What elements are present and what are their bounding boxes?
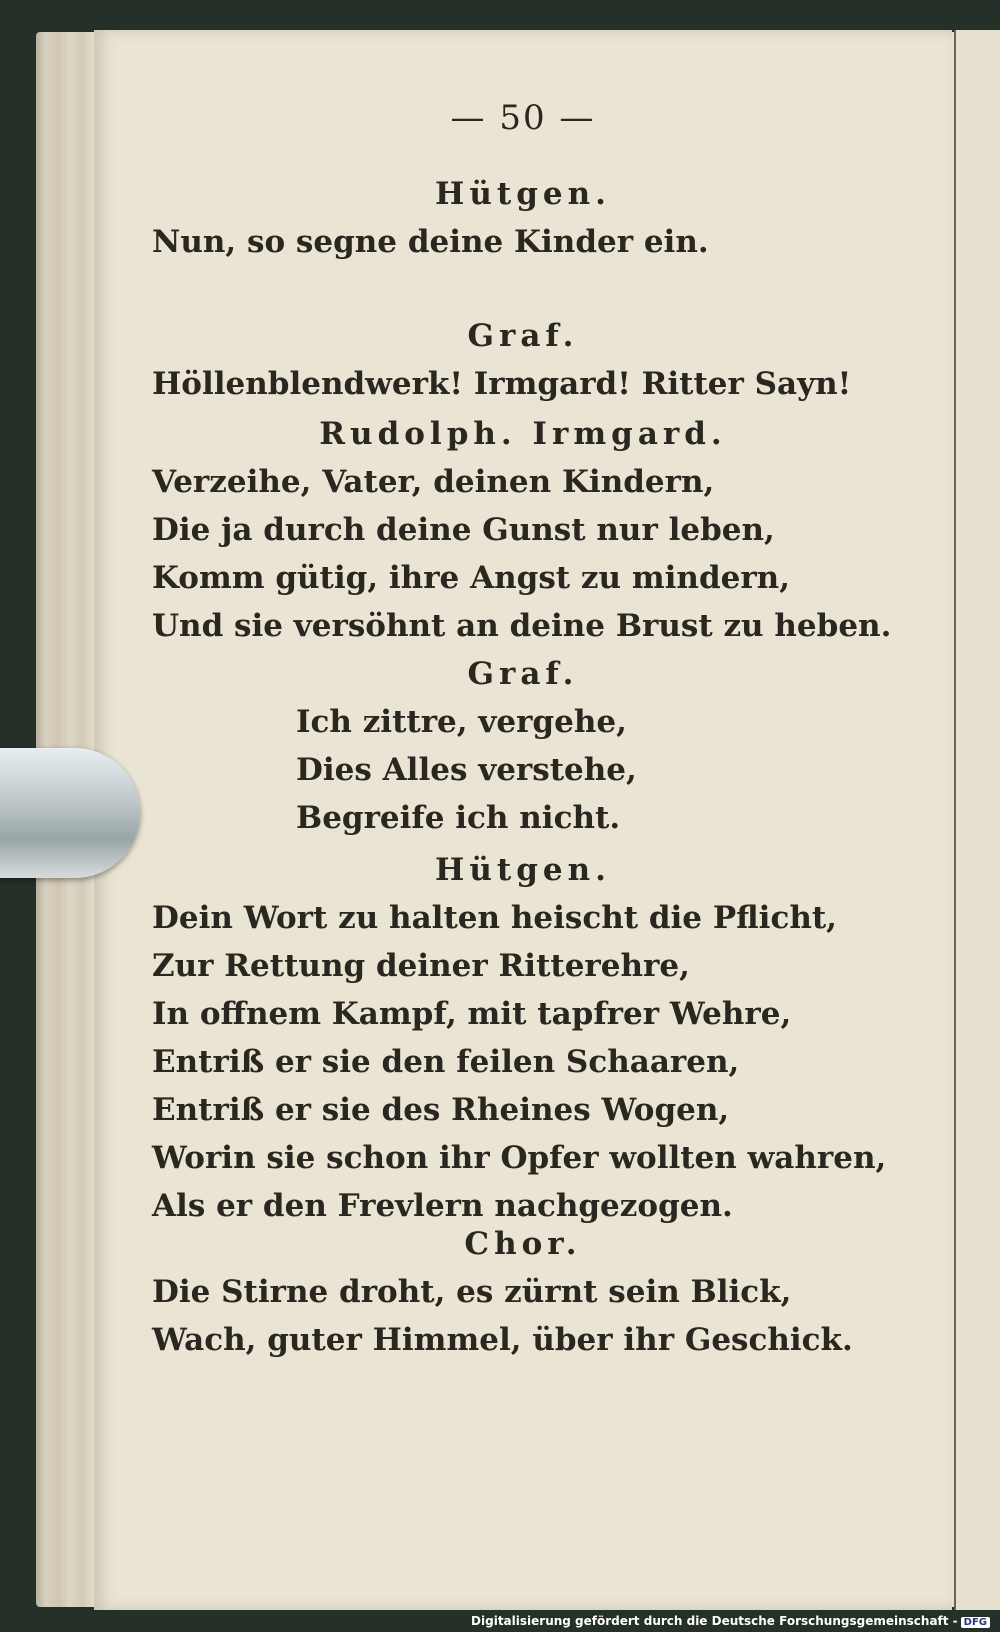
speech-block-2 (94, 312, 952, 408)
verse-line: Und sie versöhnt an deine Brust zu heben. (152, 608, 892, 644)
verse-line: Nun, so segne deine Kinder ein. (152, 224, 709, 260)
verse-line: Entriß er sie den feilen Schaaren, (152, 1044, 740, 1080)
page-clip (0, 748, 140, 878)
verse-line: Entriß er sie des Rheines Wogen, (152, 1092, 730, 1128)
verse-line: Als er den Frevlern nachgezogen. (152, 1188, 733, 1224)
dfg-logo: DFG (961, 1617, 990, 1628)
verse-line: Zur Rettung deiner Ritterehre, (152, 948, 690, 984)
speech-block-6 (94, 1220, 952, 1364)
facing-page-edge (954, 30, 1000, 1610)
page-number: — 50 — (450, 98, 596, 138)
speaker-name: Hütgen. (435, 852, 611, 888)
speech-block-3 (94, 410, 952, 650)
speech-block-5 (94, 846, 952, 1230)
verse-line: Komm gütig, ihre Angst zu mindern, (152, 560, 791, 596)
speaker-name: Graf. (467, 318, 579, 354)
verse-line: Höllenblendwerk! Irmgard! Ritter Sayn! (152, 366, 852, 402)
speaker-name: Rudolph. Irmgard. (319, 416, 727, 452)
speaker-name: Graf. (467, 656, 579, 692)
speaker-name: Hütgen. (435, 176, 611, 212)
credit-text: Digitalisierung gefördert durch die Deutsche Forschungsgemeinschaft - (471, 1614, 958, 1628)
digitization-credit (471, 1614, 990, 1628)
verse-line: Dies Alles verstehe, (296, 752, 637, 788)
verse-line: Die Stirne droht, es zürnt sein Blick, (152, 1274, 792, 1310)
verse-line: Die ja durch deine Gunst nur leben, (152, 512, 775, 548)
verse-line: In offnem Kampf, mit tapfrer Wehre, (152, 996, 792, 1032)
speech-block-1 (94, 170, 952, 266)
verse-line: Verzeihe, Vater, deinen Kindern, (152, 464, 715, 500)
verse-line: Dein Wort zu halten heischt die Pflicht, (152, 900, 837, 936)
speaker-name: Chor. (464, 1226, 582, 1262)
verse-line: Wach, guter Himmel, über ihr Geschick. (152, 1322, 853, 1358)
verse-line: Ich zittre, vergehe, (296, 704, 627, 740)
verse-line: Worin sie schon ihr Opfer wollten wahren, (152, 1140, 887, 1176)
verse-line: Begreife ich nicht. (296, 800, 621, 836)
speech-block-4 (94, 650, 952, 842)
